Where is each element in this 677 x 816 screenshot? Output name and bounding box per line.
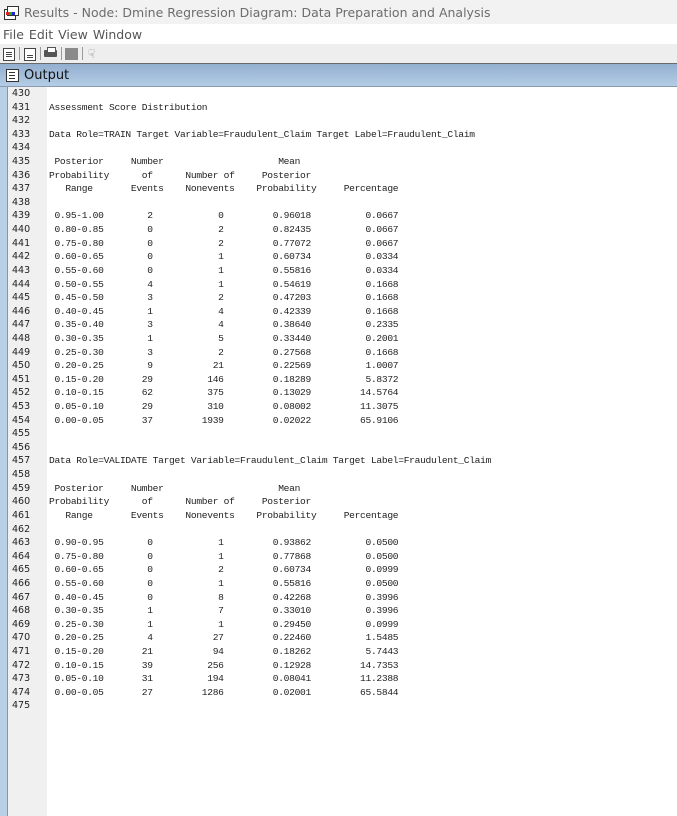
line-text: 0.55-0.60 0 1 0.55816 0.0334 (49, 264, 399, 276)
line-number: 431 (12, 101, 31, 113)
menu-bar (0, 24, 677, 45)
line-number: 460 (12, 496, 31, 508)
results-window-icon (4, 6, 18, 19)
line-number: 445 (12, 292, 31, 304)
output-lines (8, 87, 677, 713)
output-line (8, 550, 677, 564)
output-line (8, 87, 677, 101)
line-number: 432 (12, 115, 31, 127)
line-text: 0.00-0.05 27 1286 0.02001 65.5844 (49, 686, 399, 698)
table-view-button[interactable] (65, 47, 79, 61)
line-number: 462 (12, 523, 31, 535)
output-panel-title: Output (24, 67, 70, 83)
output-line (8, 305, 677, 319)
line-text: 0.40-0.45 1 4 0.42339 0.1668 (49, 305, 399, 317)
line-text: 0.50-0.55 4 1 0.54619 0.1668 (49, 278, 399, 290)
output-text-area[interactable] (8, 87, 677, 816)
line-number: 452 (12, 387, 31, 399)
output-document-icon (6, 69, 19, 82)
line-text: Posterior Number Mean (49, 156, 301, 168)
line-number: 443 (12, 264, 31, 276)
line-text: 0.00-0.05 37 1939 0.02022 65.9106 (49, 414, 399, 426)
output-line (8, 441, 677, 455)
line-text: Range Events Nonevents Probability Percentage (49, 183, 399, 195)
output-line (8, 114, 677, 128)
line-number: 447 (12, 319, 31, 331)
output-line (8, 427, 677, 441)
output-line (8, 237, 677, 251)
menu-edit[interactable]: Edit (28, 26, 54, 42)
line-number: 430 (12, 88, 31, 99)
save-icon (24, 48, 36, 61)
line-number: 473 (12, 673, 31, 685)
line-number: 440 (12, 224, 31, 236)
output-line (8, 495, 677, 509)
line-number: 444 (12, 278, 31, 290)
hand-pointer-icon: ☟ (88, 46, 96, 61)
line-number: 437 (12, 183, 31, 195)
line-text: 0.25-0.30 3 2 0.27568 0.1668 (49, 346, 399, 358)
toolbar-separator (19, 47, 20, 60)
output-line (8, 604, 677, 618)
help-button[interactable] (86, 47, 100, 61)
line-text: 0.20-0.25 9 21 0.22569 1.0007 (49, 360, 399, 372)
output-line (8, 101, 677, 115)
output-line (8, 141, 677, 155)
line-number: 474 (12, 686, 31, 698)
line-number: 438 (12, 196, 31, 208)
line-text: 0.75-0.80 0 1 0.77868 0.0500 (49, 550, 399, 562)
output-line (8, 223, 677, 237)
line-number: 470 (12, 632, 31, 644)
line-text: 0.15-0.20 21 94 0.18262 5.7443 (49, 645, 399, 657)
output-line (8, 359, 677, 373)
line-number: 433 (12, 128, 31, 140)
output-line (8, 699, 677, 713)
line-text: 0.80-0.85 0 2 0.82435 0.0667 (49, 224, 399, 236)
line-number: 464 (12, 550, 31, 562)
save-button[interactable] (23, 47, 37, 61)
output-line (8, 278, 677, 292)
line-text: 0.55-0.60 0 1 0.55816 0.0500 (49, 577, 399, 589)
output-line (8, 645, 677, 659)
line-number: 466 (12, 577, 31, 589)
line-number: 449 (12, 346, 31, 358)
line-number: 435 (12, 156, 31, 168)
line-number: 471 (12, 645, 31, 657)
output-line (8, 468, 677, 482)
line-text: Probability of Number of Posterior (49, 496, 311, 508)
document-icon (3, 48, 15, 61)
line-text: 0.45-0.50 3 2 0.47203 0.1668 (49, 292, 399, 304)
output-line (8, 169, 677, 183)
line-number: 472 (12, 659, 31, 671)
line-number: 467 (12, 591, 31, 603)
line-number: 458 (12, 469, 31, 481)
line-text: 0.25-0.30 1 1 0.29450 0.0999 (49, 618, 399, 630)
output-line (8, 577, 677, 591)
line-number: 455 (12, 428, 31, 440)
output-line (8, 182, 677, 196)
output-line (8, 659, 677, 673)
output-line (8, 250, 677, 264)
menu-view[interactable]: View (58, 26, 88, 42)
line-number: 450 (12, 360, 31, 372)
output-line (8, 155, 677, 169)
line-number: 461 (12, 509, 31, 521)
line-text: 0.60-0.65 0 1 0.60734 0.0334 (49, 251, 399, 263)
window-title: Results - Node: Dmine Regression Diagram: Data Preparation and Analysis (24, 4, 491, 20)
line-number: 453 (12, 401, 31, 413)
output-line (8, 373, 677, 387)
line-text: 0.35-0.40 3 4 0.38640 0.2335 (49, 319, 399, 331)
line-number: 465 (12, 564, 31, 576)
line-number: 442 (12, 251, 31, 263)
line-number: 448 (12, 332, 31, 344)
line-number: 439 (12, 210, 31, 222)
line-number: 434 (12, 142, 31, 154)
window-left-border (0, 87, 8, 816)
print-button[interactable] (44, 47, 58, 61)
line-text: 0.75-0.80 0 2 0.77072 0.0667 (49, 237, 399, 249)
output-line (8, 672, 677, 686)
output-line (8, 563, 677, 577)
output-line (8, 414, 677, 428)
line-number: 454 (12, 414, 31, 426)
output-line (8, 128, 677, 142)
output-line (8, 509, 677, 523)
line-number: 457 (12, 455, 31, 467)
line-number: 446 (12, 305, 31, 317)
line-number: 436 (12, 169, 31, 181)
grid-icon (65, 48, 78, 60)
menu-file[interactable]: File (3, 26, 24, 42)
window-title-bar[interactable] (0, 0, 677, 24)
output-line (8, 400, 677, 414)
line-text: 0.30-0.35 1 5 0.33440 0.2001 (49, 332, 399, 344)
output-line (8, 209, 677, 223)
output-line (8, 318, 677, 332)
output-line (8, 618, 677, 632)
line-text: 0.30-0.35 1 7 0.33010 0.3996 (49, 605, 399, 617)
line-number: 456 (12, 441, 31, 453)
output-line (8, 332, 677, 346)
line-text: Data Role=VALIDATE Target Variable=Fraudulent_Claim Target Label=Fraudulent_Claim (49, 455, 492, 467)
line-text: 0.60-0.65 0 2 0.60734 0.0999 (49, 564, 399, 576)
output-line (8, 482, 677, 496)
line-number: 468 (12, 605, 31, 617)
line-text: 0.90-0.95 0 1 0.93862 0.0500 (49, 537, 399, 549)
output-line (8, 686, 677, 700)
output-line (8, 536, 677, 550)
toolbar-separator (40, 47, 41, 60)
line-text: 0.20-0.25 4 27 0.22460 1.5485 (49, 632, 399, 644)
line-text: 0.05-0.10 31 194 0.08041 11.2388 (49, 673, 399, 685)
output-line (8, 386, 677, 400)
line-text: 0.10-0.15 62 375 0.13029 14.5764 (49, 387, 399, 399)
new-document-button[interactable] (2, 47, 16, 61)
line-number: 469 (12, 618, 31, 630)
output-line (8, 631, 677, 645)
line-number: 459 (12, 482, 31, 494)
output-line (8, 591, 677, 605)
output-line (8, 264, 677, 278)
output-line (8, 291, 677, 305)
line-text: Data Role=TRAIN Target Variable=Fraudulent_Claim Target Label=Fraudulent_Claim (49, 128, 475, 140)
line-text: Probability of Number of Posterior (49, 169, 311, 181)
line-text: Range Events Nonevents Probability Percentage (49, 509, 399, 521)
line-text: 0.10-0.15 39 256 0.12928 14.7353 (49, 659, 399, 671)
line-number: 475 (12, 700, 31, 712)
line-text: 0.05-0.10 29 310 0.08002 11.3075 (49, 401, 399, 413)
output-line (8, 523, 677, 537)
line-number: 441 (12, 237, 31, 249)
toolbar-separator (61, 47, 62, 60)
line-text: Posterior Number Mean (49, 482, 301, 494)
output-line (8, 196, 677, 210)
line-text: 0.40-0.45 0 8 0.42268 0.3996 (49, 591, 399, 603)
line-text: Assessment Score Distribution (49, 101, 208, 113)
line-text: 0.95-1.00 2 0 0.96018 0.0667 (49, 210, 399, 222)
menu-window[interactable]: Window (92, 26, 143, 42)
output-line (8, 346, 677, 360)
toolbar (0, 44, 677, 64)
toolbar-separator (82, 47, 83, 60)
line-number: 463 (12, 537, 31, 549)
line-number: 451 (12, 373, 31, 385)
output-line (8, 454, 677, 468)
line-text: 0.15-0.20 29 146 0.18289 5.8372 (49, 373, 399, 385)
output-panel-header[interactable] (0, 64, 677, 87)
